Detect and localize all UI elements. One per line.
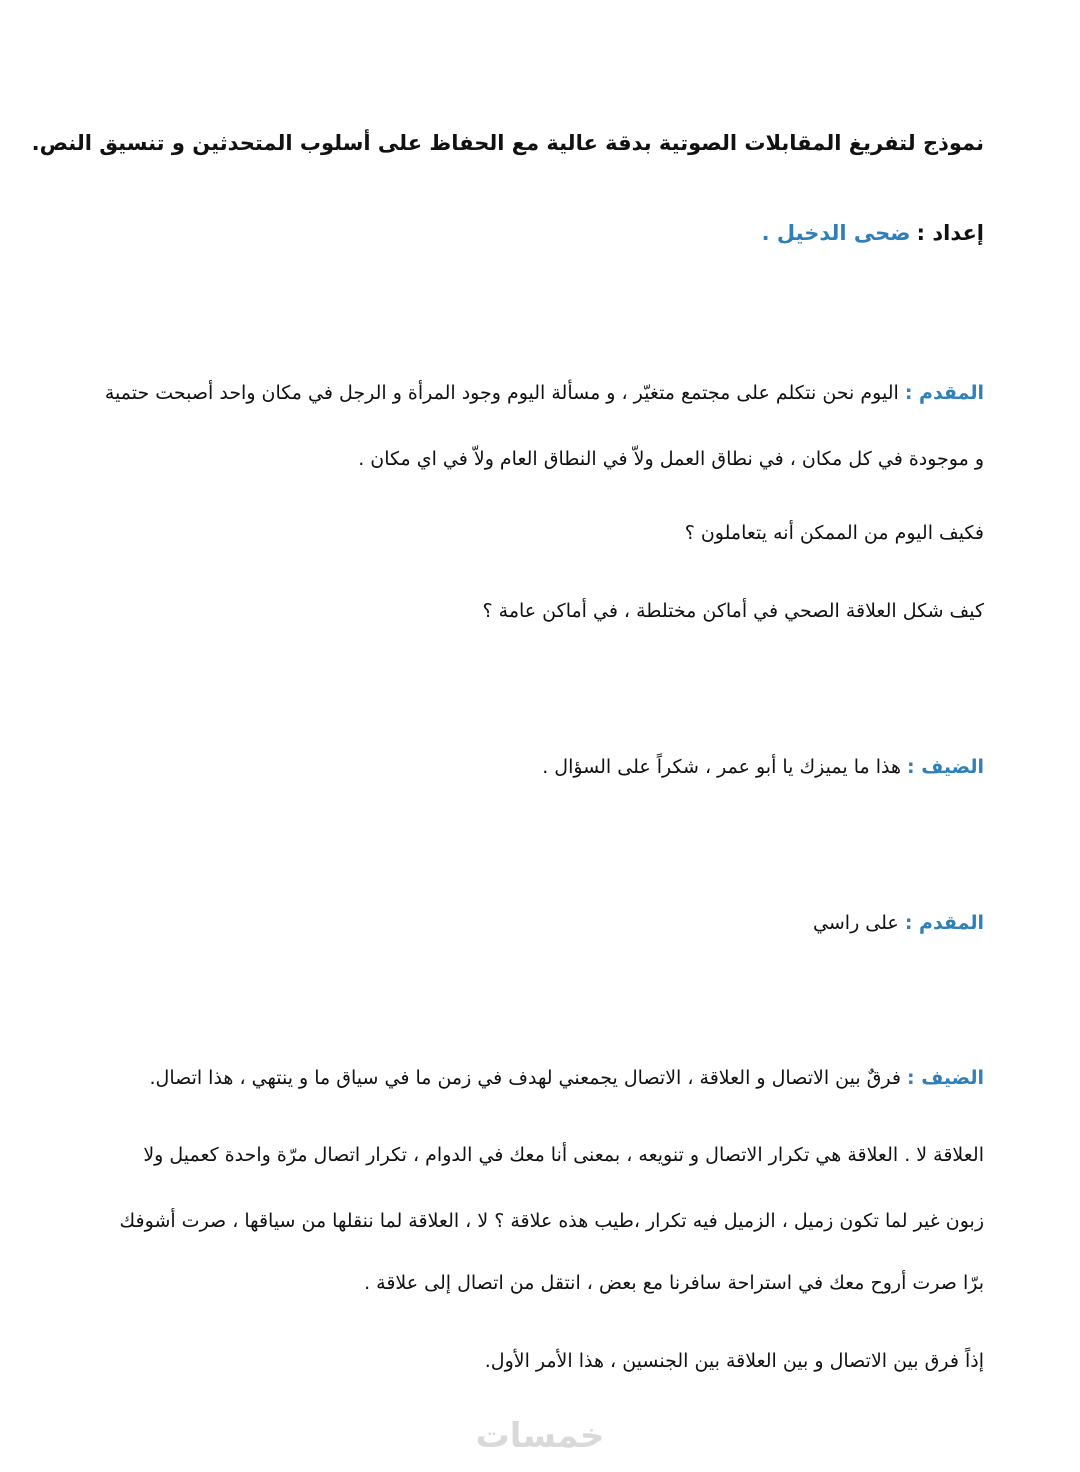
document-title: نموذج لتفريغ المقابلات الصوتية بدقة عالية مع الحفاظ على أسلوب المتحدثين و تنسيق النص. xyxy=(31,131,984,155)
transcript-line: كيف شكل العلاقة الصحي في أماكن مختلطة ، في أماكن عامة ؟ xyxy=(482,600,984,622)
transcript-text: هذا ما يميزك يا أبو عمر ، شكراً على السؤال . xyxy=(542,756,901,778)
transcript-text: اليوم نحن نتكلم على مجتمع متغيّر ، و مسألة اليوم وجود المرأة و الرجل في مكان واحد أصبحت حتمية xyxy=(104,382,899,404)
transcript-line xyxy=(96,1063,984,1093)
transcript-line xyxy=(96,378,984,408)
speaker-label-host: المقدم : xyxy=(904,912,984,934)
transcript-line xyxy=(96,752,984,782)
prepared-by-name: ضحى الدخيل . xyxy=(761,221,911,245)
transcript-line: العلاقة لا . العلاقة هي تكرار الاتصال و تنويعه ، بمعنى أنا معك في الدوام ، تكرار اتصال مرّة واحدة كعميل ولا xyxy=(143,1144,984,1166)
speaker-label-guest: الضيف : xyxy=(907,1067,984,1089)
transcript-line: برّا صرت أروح معك في استراحة سافرنا مع بعض ، انتقل من اتصال إلى علاقة . xyxy=(364,1272,984,1294)
speaker-label-guest: الضيف : xyxy=(907,756,984,778)
speaker-label-host: المقدم : xyxy=(904,382,984,404)
transcript-line: إذاً فرق بين الاتصال و بين العلاقة بين الجنسين ، هذا الأمر الأول. xyxy=(484,1350,984,1372)
watermark-logo: خمسات xyxy=(475,1416,605,1456)
transcript-line: زبون غير لما تكون زميل ، الزميل فيه تكرار ،طيب هذه علاقة ؟ لا ، العلاقة لما ننقلها من سياقها ، صرت أشوفك xyxy=(119,1210,984,1232)
transcript-line: و موجودة في كل مكان ، في نطاق العمل ولاّ في النطاق العام ولاّ في اي مكان . xyxy=(358,448,984,470)
transcript-line xyxy=(96,908,984,938)
transcript-text: فرقٌ بين الاتصال و العلاقة ، الاتصال يجمعني لهدف في زمن ما في سياق ما و ينتهي ، هذا اتصال. xyxy=(149,1067,901,1089)
prepared-by-line xyxy=(96,218,984,249)
prepared-by-label: إعداد : xyxy=(916,221,984,245)
transcript-text: على راسي xyxy=(813,912,899,934)
transcript-line: فكيف اليوم من الممكن أنه يتعاملون ؟ xyxy=(684,522,984,544)
